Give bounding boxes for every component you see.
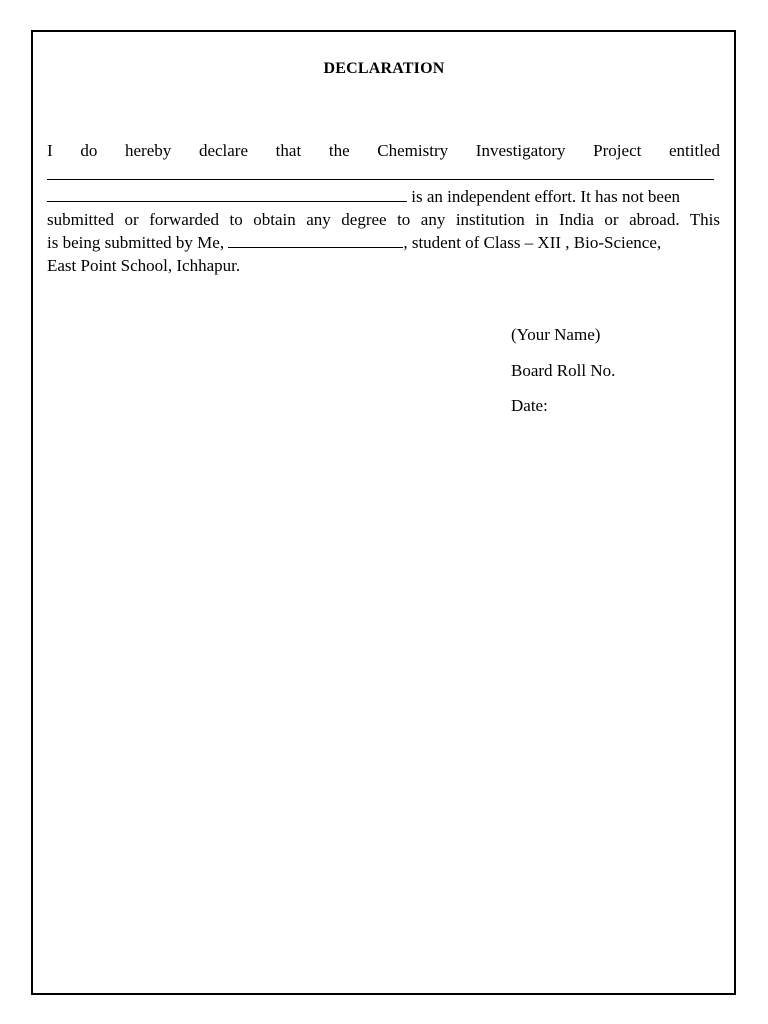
signature-block: [511, 323, 615, 430]
student-name-blank: [228, 246, 403, 248]
paragraph-line-3-text: is an independent effort. It has not been: [407, 187, 681, 206]
paragraph-line-5: [47, 231, 720, 254]
paragraph-line-4: submitted or forwarded to obtain any degree to any institution in India or abroad. This: [47, 210, 720, 229]
project-title-blank-line-2: [47, 200, 407, 202]
paragraph-line-5-text-start: is being submitted by Me,: [47, 233, 229, 252]
paragraph-line-1: I do hereby declare that the Chemistry Investigatory Project entitled: [47, 141, 720, 160]
paragraph-line-5-text-end: , student of Class – XII , Bio-Science,: [403, 233, 662, 252]
page-title: DECLARATION: [323, 60, 445, 77]
paragraph-line-3: [47, 185, 720, 208]
paragraph-line-6: East Point School, Ichhapur.: [47, 256, 241, 275]
signature-date: Date:: [511, 396, 548, 415]
project-title-blank-line-1: [47, 162, 720, 185]
declaration-paragraph: [47, 139, 720, 277]
signature-roll-number: Board Roll No.: [511, 360, 616, 380]
signature-name: (Your Name): [511, 325, 601, 344]
